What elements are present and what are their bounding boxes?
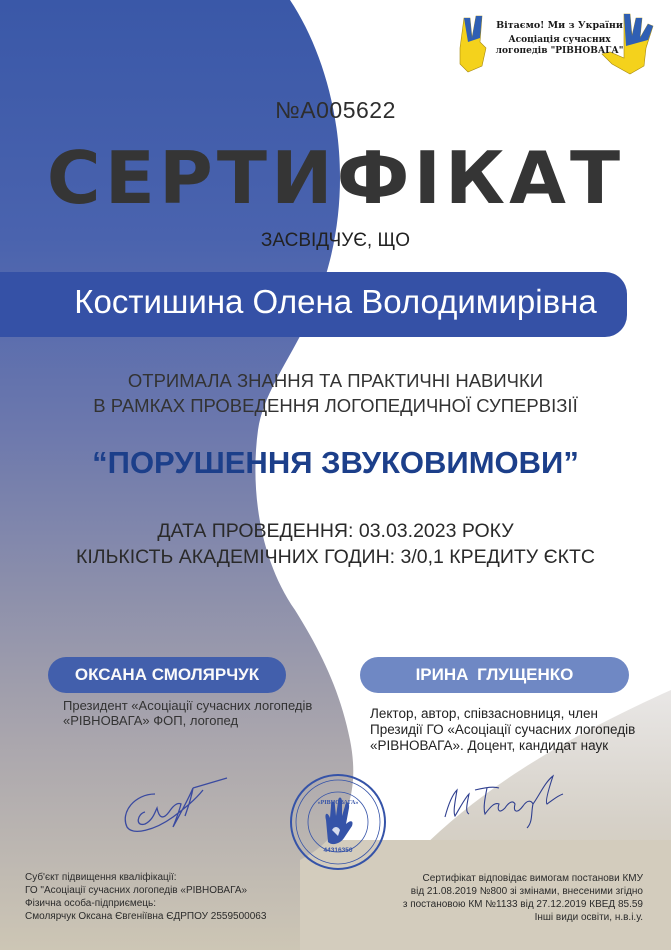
course-topic: “ПОРУШЕННЯ ЗВУКОВИМОВИ” <box>92 445 579 480</box>
received-line-2: В РАМКАХ ПРОВЕДЕННЯ ЛОГОПЕДИЧНОЇ СУПЕРВІЗІЇ <box>93 395 578 416</box>
footer-left-line-2: ГО "Асоціації сучасних логопедів «РІВНОВАГА» <box>25 885 248 896</box>
received-statement <box>0 368 671 418</box>
association-logo <box>452 8 662 78</box>
logo-greeting: Вітаємо! Ми з України <box>496 20 623 31</box>
signatory-description-2: Лектор, автор, співзасновниця, член Президії ГО «Асоціації сучасних логопедів «РІВНОВАГА». Доцент, кандидат наук <box>370 706 636 753</box>
footer-right-line-4: Інші види освіти, н.в.і.у. <box>534 912 643 923</box>
footer-left-line-3: Фізична особа-підприємець: <box>25 898 156 909</box>
recipient-name: Костишина Олена Володимирівна <box>74 283 597 320</box>
logo-org-line1: Асоціація сучасних <box>508 35 611 45</box>
footer-left-line-1: Суб'єкт підвищення кваліфікації: <box>25 872 177 883</box>
footer-compliance-info <box>360 872 643 924</box>
signatory-name-badge-1 <box>48 657 286 693</box>
svg-text:44316350: 44316350 <box>323 847 353 854</box>
signatory-name-1: ОКСАНА СМОЛЯРЧУК <box>74 665 260 684</box>
organization-stamp-icon <box>288 772 388 872</box>
certificate-title: СЕРТИФІКАТ <box>46 136 625 220</box>
signatory-name-2: ІРИНА ГЛУЩЕНКО <box>415 665 574 684</box>
logo-org-line2: логопедів "РІВНОВАГА" <box>495 46 624 56</box>
signatory-description-1: Президент «Асоціації сучасних логопедів «РІВНОВАГА» ФОП, логопед <box>63 698 313 728</box>
event-date: ДАТА ПРОВЕДЕННЯ: 03.03.2023 РОКУ <box>157 520 514 542</box>
footer-provider-info <box>25 871 325 923</box>
footer-right-line-2: від 21.08.2019 №800 зі змінами, внесеними згідно <box>410 886 643 897</box>
svg-text:«РІВНОВАГА»: «РІВНОВАГА» <box>317 800 359 806</box>
logo-text <box>492 20 627 57</box>
signature-2-icon <box>435 772 570 832</box>
footer-right-line-3: з постановою КМ №1133 від 27.12.2019 КВЕД 85.59 <box>402 899 643 910</box>
footer-right-line-1: Сертифікат відповідає вимогам постанови КМУ <box>422 873 643 884</box>
certificate-number: №A005622 <box>275 97 396 123</box>
certifies-label: ЗАСВІДЧУЄ, ЩО <box>260 230 411 251</box>
footer-left-line-4: Смолярчук Оксана Євгеніївна ЄДРПОУ 2559500063 <box>25 911 267 922</box>
signature-1-icon <box>115 772 230 837</box>
course-details <box>0 518 671 570</box>
signatory-name-badge-2 <box>360 657 629 693</box>
received-line-1: ОТРИМАЛА ЗНАННЯ ТА ПРАКТИЧНІ НАВИЧКИ <box>127 370 544 391</box>
academic-hours: КІЛЬКІСТЬ АКАДЕМІЧНИХ ГОДИН: 3/0,1 КРЕДИТУ ЄКТС <box>76 546 595 568</box>
